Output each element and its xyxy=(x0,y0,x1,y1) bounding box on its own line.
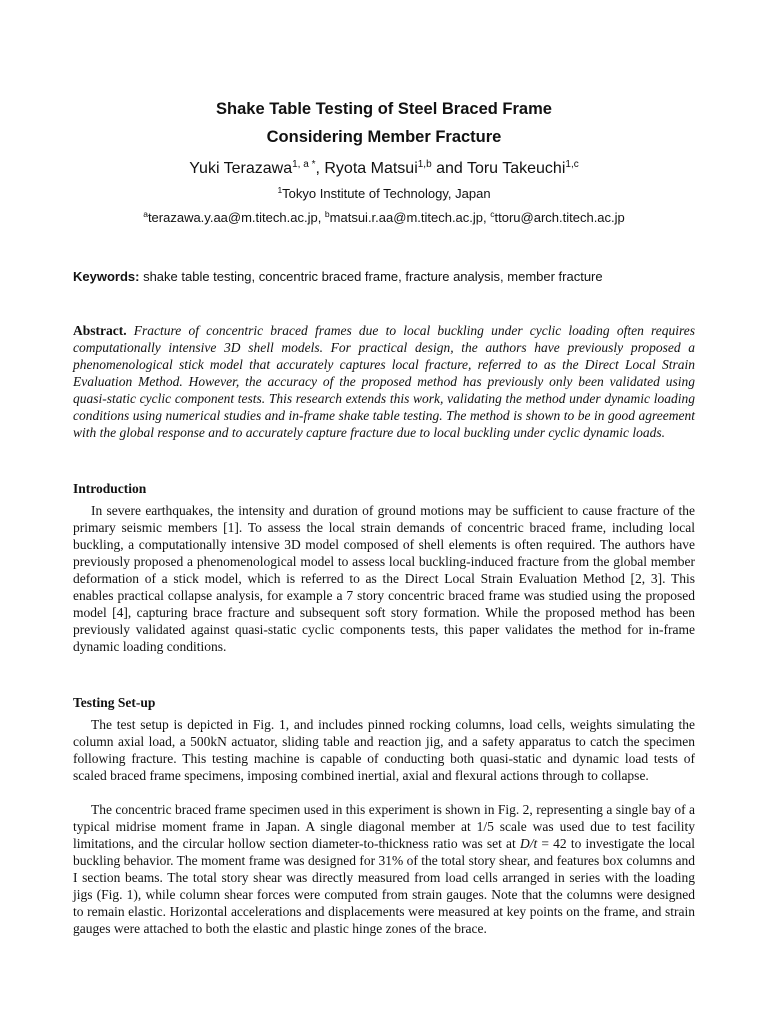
email-address: terazawa.y.aa@m.titech.ac.jp xyxy=(147,210,318,225)
email-superscript: b xyxy=(324,209,330,219)
affiliation-text: Tokyo Institute of Technology, Japan xyxy=(282,186,491,201)
testing-setup-paragraph-2 xyxy=(73,801,695,937)
author-superscript: 1,b xyxy=(417,159,432,170)
email-separator: , xyxy=(483,210,491,225)
paper-title-line-2: Considering Member Fracture xyxy=(266,128,502,146)
email-address: matsui.r.aa@m.titech.ac.jp xyxy=(329,210,484,225)
affiliation xyxy=(73,184,695,204)
affiliation-superscript: 1 xyxy=(277,185,283,195)
author-name: Toru Takeuchi xyxy=(466,160,566,177)
introduction-paragraph: In severe earthquakes, the intensity and duration of ground motions may be sufficient to cause fracture of the primary seismic members [1]. To assess the local strain demands of concentric braced frame, including local buckling, a computationally intensive 3D model composed of shell elements is often required. The authors have previously proposed a phenomenological model to assess local buckling-induced fracture from the global member deformation of a stick model, which is referred to as the Direct Local Strain Evaluation Method [2, 3]. This enables practical collapse analysis, for example a 7 story concentric braced frame was studied using the proposed model [4], capturing brace fracture and subsequent soft story formation. While the proposed method has been previously validated against quasi-static cyclic components tests, this paper validates the method for in-frame dynamic loading conditions. xyxy=(73,503,695,654)
email-superscript: a xyxy=(143,209,148,219)
keywords-label: Keywords: xyxy=(73,269,140,284)
abstract xyxy=(73,322,695,441)
keywords-line xyxy=(73,267,695,287)
email-address: ttoru@arch.titech.ac.jp xyxy=(494,210,625,225)
dt-ratio-symbol: D/t xyxy=(519,836,538,851)
author-separator: , xyxy=(315,160,325,177)
email-separator: , xyxy=(317,210,325,225)
author-name: Ryota Matsui xyxy=(324,160,418,177)
email-list xyxy=(73,208,695,228)
testing-setup-paragraph-2-part-b: = 42 to investigate the local buckling behavior. The moment frame was designed for 31% of the total story shear, and features box columns and I section beams. The total story shear was directly measured from load cells arranged in series with the loading jigs (Fig. 1), while column shear forces were computed from strain gauges. Note that the columns were designed to remain elastic. Horizontal accelerations and displacements were measured at key points on the frame, and strain gauges were attached to both the elastic and plastic hinge zones of the brace. xyxy=(73,836,696,936)
author-superscript: 1, a * xyxy=(292,159,316,170)
author-list xyxy=(73,156,695,182)
author-superscript: 1,c xyxy=(565,159,579,170)
author-separator: and xyxy=(431,160,467,177)
email-superscript: c xyxy=(490,209,495,219)
testing-setup-paragraph-2-part-a: The concentric braced frame specimen used in this experiment is shown in Fig. 2, representing a single bay of a typical midrise moment frame in Japan. A single diagonal member at 1/5 scale was used due to test facility limitations, and the circular hollow section diameter-to-thickness ratio was set at xyxy=(73,802,695,851)
author-name: Yuki Terazawa xyxy=(189,160,293,177)
abstract-label: Abstract. xyxy=(73,323,127,338)
section-heading-testing-setup: Testing Set-up xyxy=(73,695,156,710)
paper-page xyxy=(73,0,695,1024)
paper-title-line-1: Shake Table Testing of Steel Braced Frame xyxy=(216,100,552,118)
keywords-text: shake table testing, concentric braced frame, fracture analysis, member fracture xyxy=(139,269,603,284)
abstract-text: Fracture of concentric braced frames due to local buckling under cyclic loading often requires computationally intensive 3D shell models. For practical design, the authors have previously proposed a phenomenological stick model that accurately captures local fracture, referred to as the Direct Local Strain Evaluation Method. However, the accuracy of the proposed method has previously only been validated using quasi-static cyclic component tests. This research extends this work, validating the method under dynamic loading conditions using numerical studies and in-frame shake table testing. The method is shown to be in good agreement with the global response and to accurately capture fracture due to local buckling under cyclic dynamic loads. xyxy=(73,323,695,440)
section-heading-introduction: Introduction xyxy=(73,481,147,496)
testing-setup-paragraph-1: The test setup is depicted in Fig. 1, and includes pinned rocking columns, load cells, weights simulating the column axial load, a 500kN actuator, sliding table and reaction jig, and a safety apparatus to catch the specimen following fracture. This testing machine is capable of conducting both quasi-static and dynamic load tests of scaled braced frame specimens, imposing combined inertial, axial and flexural actions through to collapse. xyxy=(73,717,695,783)
